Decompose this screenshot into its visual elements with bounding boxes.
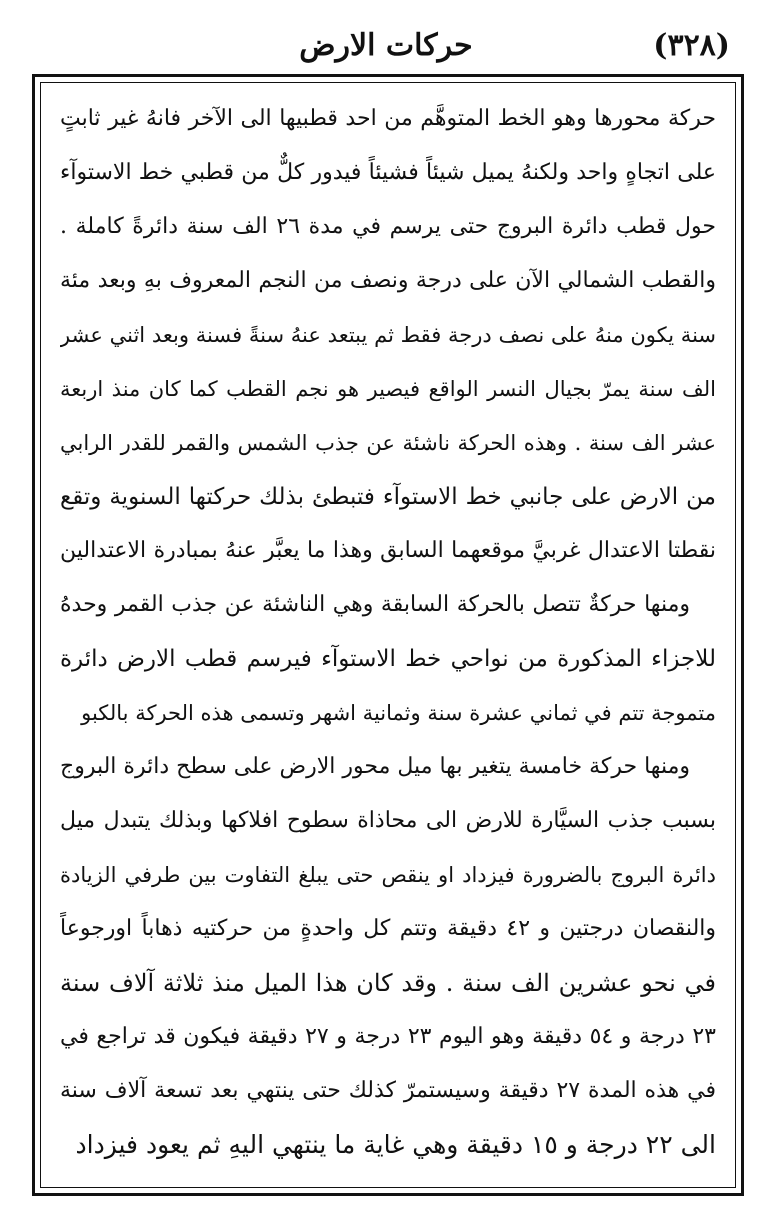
text-line: بسبب جذب السيَّارة للارض الى محاذاة سطوح افلاكها وبذلك يتبدل ميل bbox=[60, 808, 716, 833]
text-line: ومنها حركةٌ تتصل بالحركة السابقة وهي الناشئة عن جذب القمر وحدهُ bbox=[60, 592, 690, 617]
text-line: للاجزاء المذكورة من نواحي خط الاستوآء فيرسم قطب الارض دائرة bbox=[60, 646, 716, 672]
text-body bbox=[60, 92, 716, 1172]
text-line: الى ٢٢ درجة و ١٥ دقيقة وهي غاية ما ينتهي اليهِ ثم يعود فيزداد bbox=[75, 1130, 716, 1159]
text-line: حركة محورها وهو الخط المتوهَّم من احد قطبيها الى الآخر فانهُ غير ثابتٍ bbox=[60, 106, 716, 131]
running-title: حركات الارض bbox=[299, 28, 473, 63]
text-line: حول قطب دائرة البروج حتى يرسم في مدة ٢٦ الف سنة دائرةً كاملة . bbox=[60, 214, 716, 239]
text-line: والنقصان درجتين و ٤٢ دقيقة وتتم كل واحدةٍ من حركتيه ذهاباً اورجوعاً bbox=[60, 916, 716, 941]
text-line: في نحو عشرين الف سنة . وقد كان هذا الميل منذ ثلاثة آلاف سنة bbox=[60, 969, 716, 997]
text-line: ومنها حركة خامسة يتغير بها ميل محور الارض على سطح دائرة البروج bbox=[60, 754, 690, 779]
text-line: ٢٣ درجة و ٥٤ دقيقة وهو اليوم ٢٣ درجة و ٢٧ دقيقة فيكون قد تراجع في bbox=[60, 1024, 716, 1049]
page-header bbox=[34, 22, 738, 70]
text-line: نقطتا الاعتدال غربيَّ موقعهما السابق وهذا ما يعبَّر عنهُ بمبادرة الاعتدالين bbox=[60, 538, 716, 563]
text-line: دائرة البروج بالضرورة فيزداد او ينقص حتى يبلغ التفاوت بين طرفي الزيادة bbox=[60, 863, 716, 887]
text-line: الف سنة يمرّ بجيال النسر الواقع فيصير هو نجم القطب كما كان منذ اربعة bbox=[60, 377, 716, 401]
text-line: في هذه المدة ٢٧ دقيقة وسيستمرّ كذلك حتى ينتهي بعد تسعة آلاف سنة bbox=[60, 1078, 716, 1103]
text-line: من الارض على جانبي خط الاستوآء فتبطئ بذلك حركتها السنوية وتقع bbox=[60, 484, 716, 510]
text-line: عشر الف سنة . وهذه الحركة ناشئة عن جذب الشمس والقمر للقدر الرابي bbox=[60, 431, 716, 455]
text-line: والقطب الشمالي الآن على درجة ونصف من النجم المعروف بهِ وبعد مئة bbox=[60, 268, 716, 293]
text-line: سنة يكون منهُ على نصف درجة فقط ثم يبتعد عنهُ سنةً فسنة وبعد اثني عشر bbox=[60, 323, 716, 347]
text-line: متموجة تتم في ثماني عشرة سنة وثمانية اشهر وتسمى هذه الحركة بالكبو bbox=[81, 701, 716, 725]
text-line: على اتجاهٍ واحد ولكنهُ يميل شيئاً فشيئاً فيدور كلٌّ من قطبي خط الاستوآء bbox=[60, 160, 716, 185]
page-number: (٣٢٨) bbox=[653, 28, 730, 63]
